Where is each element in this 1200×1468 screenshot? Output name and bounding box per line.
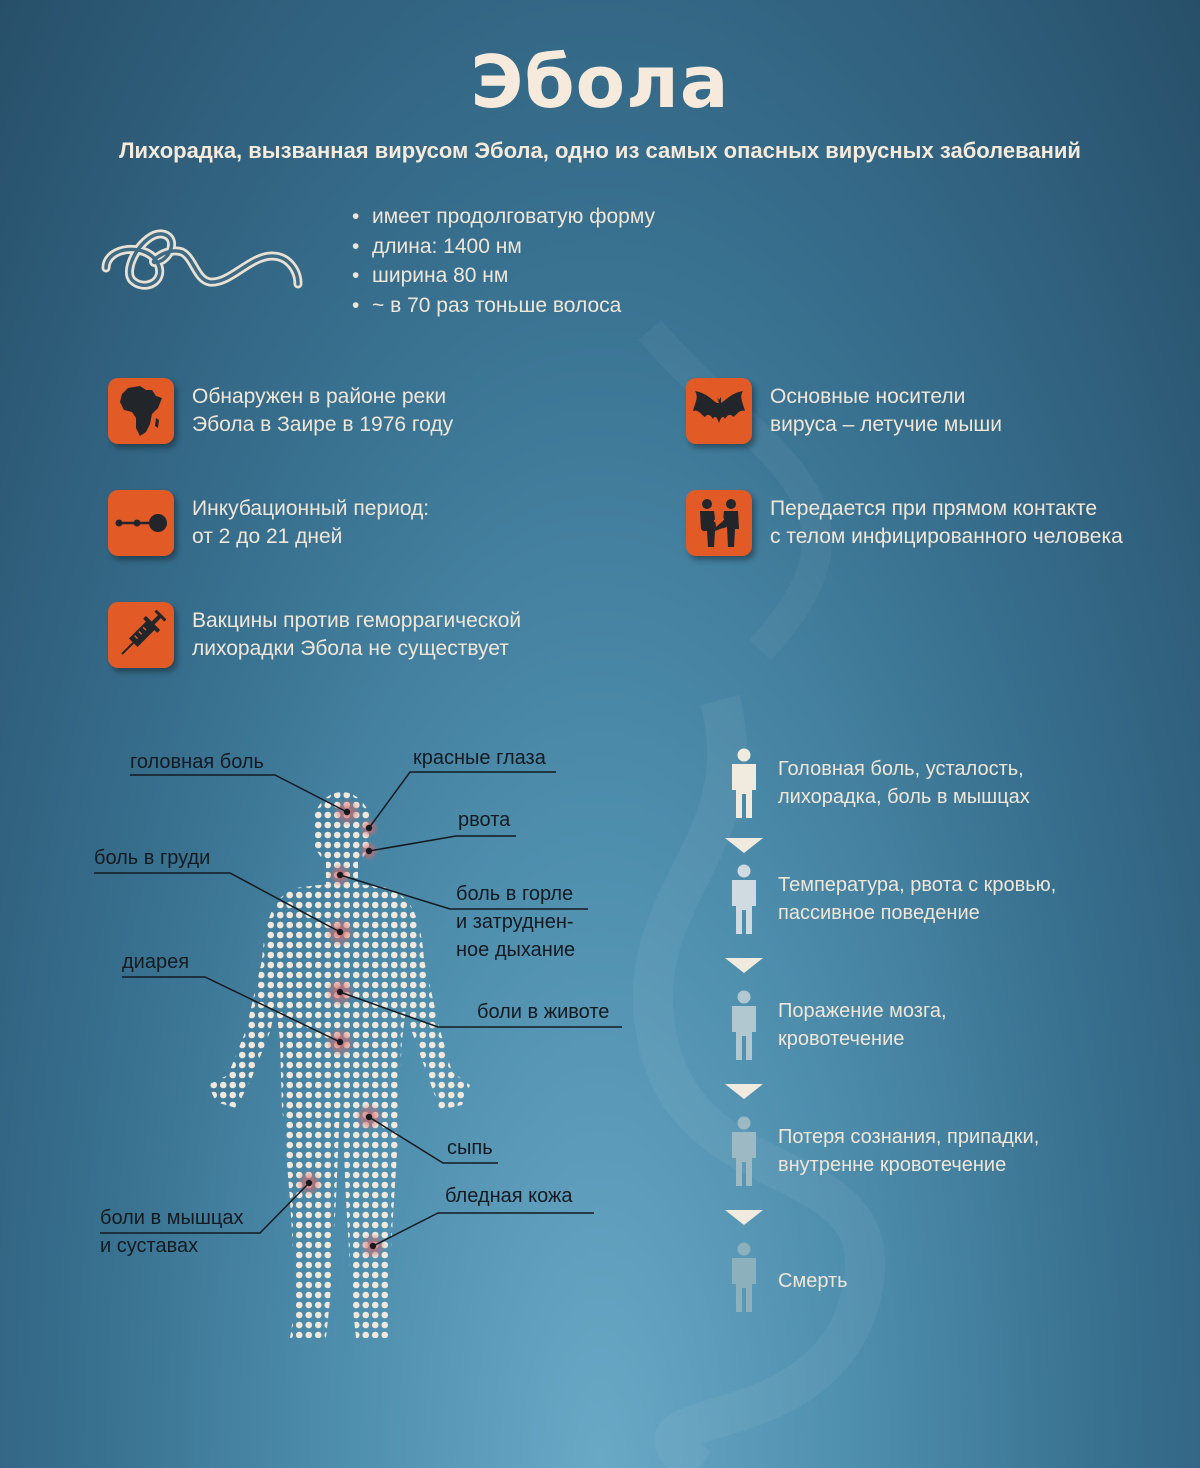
symptom-chest-pain: боль в груди [94,847,211,869]
stage-arrow-icon [725,1084,763,1099]
symptom-rash: сыпь [447,1137,493,1159]
stage-4-text: Потеря сознания, припадки, внутренне кровотечение [778,1126,1040,1176]
virus-fact: • ~ в 70 раз тоньше волоса [352,291,655,321]
stage-arrow-icon [725,838,763,853]
stage-3-person-icon [727,990,761,1062]
symptom-vomiting: рвота [458,809,511,831]
symptom-muscle: боли в мышцах и суставах [100,1207,244,1257]
fact-discovery: Обнаружен в районе реки Эбола в Заире в 1976 году [192,385,454,436]
stage-3-text: Поражение мозга, кровотечение [778,1000,947,1050]
stage-2-person-icon [727,864,761,936]
fact-carriers: Основные носители вируса – летучие мыши [770,385,1003,436]
virus-fact: • ширина 80 нм [352,261,655,291]
africa-map-icon [108,378,174,444]
stage-5-person-icon [727,1242,761,1314]
leader-line [373,1213,594,1246]
stage-arrow-icon [725,1210,763,1225]
symptom-headache: головная боль [130,751,264,773]
page-title: Эбола [470,40,730,124]
stage-1-person-icon [727,748,761,820]
symptom-red-eyes: красные глаза [413,747,546,769]
timeline-icon [108,490,174,556]
fact-incubation: Инкубационный период: от 2 до 21 дней [192,497,430,548]
leader-line [130,775,347,812]
stage-2-text: Температура, рвота с кровью, пассивное поведение [778,874,1057,924]
page-subtitle: Лихорадка, вызванная вирусом Эбола, одно из самых опасных вирусных заболеваний [119,138,1081,163]
symptom-abdominal: боли в животе [477,1001,610,1023]
bat-icon [686,378,752,444]
symptom-throat: боль в горле и затруднен- ное дыхание [456,883,576,961]
fact-transmission: Передается при прямом контакте с телом инфицированного человека [770,497,1123,548]
fact-vaccine: Вакцины против геморрагической лихорадки Эбола не существует [192,609,522,660]
symptom-pale-skin: бледная кожа [445,1185,573,1207]
symptom-diarrhea: диарея [122,951,190,973]
handshake-icon [686,490,752,556]
syringe-icon [108,602,174,668]
stage-1-text: Головная боль, усталость, лихорадка, боль в мышцах [778,758,1030,808]
virus-filament-icon [100,222,310,302]
human-body-figure [0,700,680,1360]
virus-fact: • имеет продолговатую форму [352,202,655,232]
stage-5-text: Смерть [778,1270,848,1292]
stage-4-person-icon [727,1116,761,1188]
virus-facts-list [352,202,655,320]
leader-line [369,836,516,851]
virus-fact: • длина: 1400 нм [352,232,655,262]
stage-arrow-icon [725,958,763,973]
